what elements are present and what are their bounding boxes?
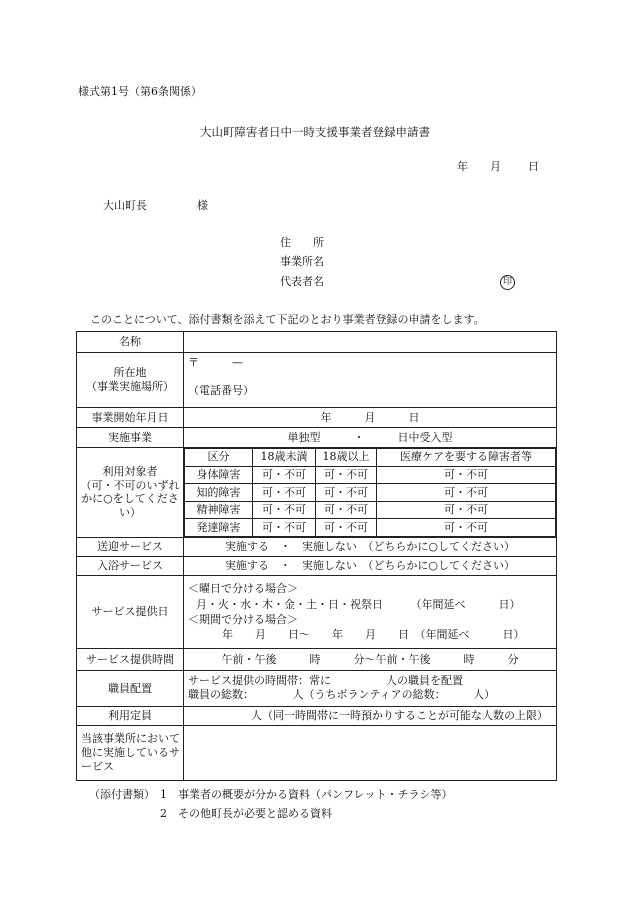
target-row-developmental	[185, 519, 556, 537]
transport-label: 送迎サービス	[77, 537, 184, 556]
days-weekday-options: 月・火・水・木・金・土・日・祝祭日 （年間延べ 日）	[196, 597, 521, 611]
target-grid	[184, 448, 556, 537]
row-other-services	[77, 725, 557, 780]
days-weekday-heading: ＜曜日で分ける場合＞	[188, 582, 298, 596]
phone-number-label: （電話番号）	[188, 383, 254, 397]
bath-label: 入浴サービス	[77, 556, 184, 575]
addressee-name: 大山町長	[103, 199, 147, 212]
application-table	[76, 331, 557, 781]
service-hours-label: サービス提供時間	[77, 648, 184, 670]
target-choice[interactable]: 可・不可	[316, 466, 377, 484]
location-label-line2: （事業実施場所）	[86, 380, 174, 393]
target-choice[interactable]: 可・不可	[316, 519, 377, 537]
target-category: 身体障害	[185, 466, 253, 484]
seal-mark-icon: 印	[500, 275, 515, 290]
program-field[interactable]: 単独型 ・ 日中受入型	[184, 428, 557, 448]
document-title: 大山町障害者日中一時支援事業者登録申請書	[200, 125, 430, 139]
target-row-mental	[185, 501, 556, 519]
addressee-honorific: 様	[197, 199, 208, 212]
location-label	[77, 353, 184, 408]
applicant-address-label: 住 所	[280, 236, 324, 249]
location-field[interactable]	[184, 353, 557, 408]
row-service-days	[77, 575, 557, 648]
staff-line-total: 職員の総数： 人（うちボランティアの総数： 人）	[188, 688, 496, 702]
transport-field[interactable]: 実施する ・ 実施しない （どちらかに○してください）	[184, 537, 557, 556]
target-header-under18: 18歳未満	[253, 449, 316, 467]
target-choice[interactable]: 可・不可	[253, 519, 316, 537]
row-target	[77, 448, 557, 538]
target-category: 発達障害	[185, 519, 253, 537]
attachment-item: 2 その他町長が必要と認める資料	[160, 807, 332, 820]
name-label: 名称	[77, 332, 184, 353]
target-row-physical	[185, 466, 556, 484]
service-days-label: サービス提供日	[77, 575, 184, 648]
target-header-medical: 医療ケアを要する障害者等	[377, 449, 556, 467]
program-label: 実施事業	[77, 428, 184, 448]
row-location	[77, 353, 557, 408]
target-category: 知的障害	[185, 484, 253, 502]
target-choice[interactable]: 可・不可	[377, 519, 556, 537]
other-services-label: 当該事業所において他に実施しているサービス	[77, 725, 184, 780]
other-services-field[interactable]	[184, 725, 557, 780]
target-choice[interactable]: 可・不可	[377, 466, 556, 484]
attachment-item: 1 事業者の概要が分かる資料（パンフレット・チラシ等）	[160, 788, 453, 801]
target-grid-header	[185, 449, 556, 467]
date-day-label: 日	[528, 160, 539, 173]
days-period-heading: ＜期間で分ける場合＞	[188, 612, 298, 626]
staff-label: 職員配置	[77, 670, 184, 706]
target-choice[interactable]: 可・不可	[253, 484, 316, 502]
date-year-label: 年	[457, 160, 468, 173]
service-hours-field[interactable]: 午前・午後 時 分〜午前・午後 時 分	[184, 648, 557, 670]
target-choice[interactable]: 可・不可	[253, 501, 316, 519]
row-capacity	[77, 706, 557, 725]
target-grid-cell	[184, 448, 557, 538]
staff-line-regular: サービス提供の時間帯：常に 人の職員を配置	[188, 673, 463, 687]
postal-code: 〒 —	[188, 356, 243, 369]
target-choice[interactable]: 可・不可	[316, 501, 377, 519]
target-choice[interactable]: 可・不可	[377, 501, 556, 519]
target-label: 利用対象者 （可・不可のいずれかに○をしてください）	[77, 448, 184, 538]
row-staff	[77, 670, 557, 706]
row-bath	[77, 556, 557, 575]
days-period-range: 年 月 日〜 年 月 日 （年間延べ 日）	[222, 628, 525, 642]
capacity-label: 利用定員	[77, 706, 184, 725]
row-transport	[77, 537, 557, 556]
target-category: 精神障害	[185, 501, 253, 519]
target-choice[interactable]: 可・不可	[377, 484, 556, 502]
bath-field[interactable]: 実施する ・ 実施しない （どちらかに○してください）	[184, 556, 557, 575]
applicant-representative-label: 代表者名	[280, 275, 324, 288]
row-program	[77, 428, 557, 448]
applicant-office-label: 事業所名	[280, 255, 324, 268]
row-start-date	[77, 408, 557, 428]
capacity-field[interactable]: 人（同一時間帯に一時預かりすることが可能な人数の上限）	[184, 706, 557, 725]
location-label-line1: 所在地	[113, 366, 147, 380]
row-service-hours	[77, 648, 557, 670]
intro-text: このことについて、添付書類を添えて下記のとおり事業者登録の申請をします。	[90, 313, 485, 326]
service-days-field[interactable]	[184, 575, 557, 648]
form-number: 様式第1号（第6条関係）	[78, 85, 202, 98]
target-choice[interactable]: 可・不可	[316, 484, 377, 502]
target-header-category: 区分	[185, 449, 253, 467]
target-row-intellectual	[185, 484, 556, 502]
start-date-label: 事業開始年月日	[77, 408, 184, 428]
start-date-field[interactable]: 年 月 日	[184, 408, 557, 428]
target-choice[interactable]: 可・不可	[253, 466, 316, 484]
target-header-over18: 18歳以上	[316, 449, 377, 467]
row-name	[77, 332, 557, 353]
attachments-label: （添付書類）	[89, 788, 155, 801]
date-month-label: 月	[490, 160, 501, 173]
name-field[interactable]	[184, 332, 557, 353]
staff-field[interactable]	[184, 670, 557, 706]
